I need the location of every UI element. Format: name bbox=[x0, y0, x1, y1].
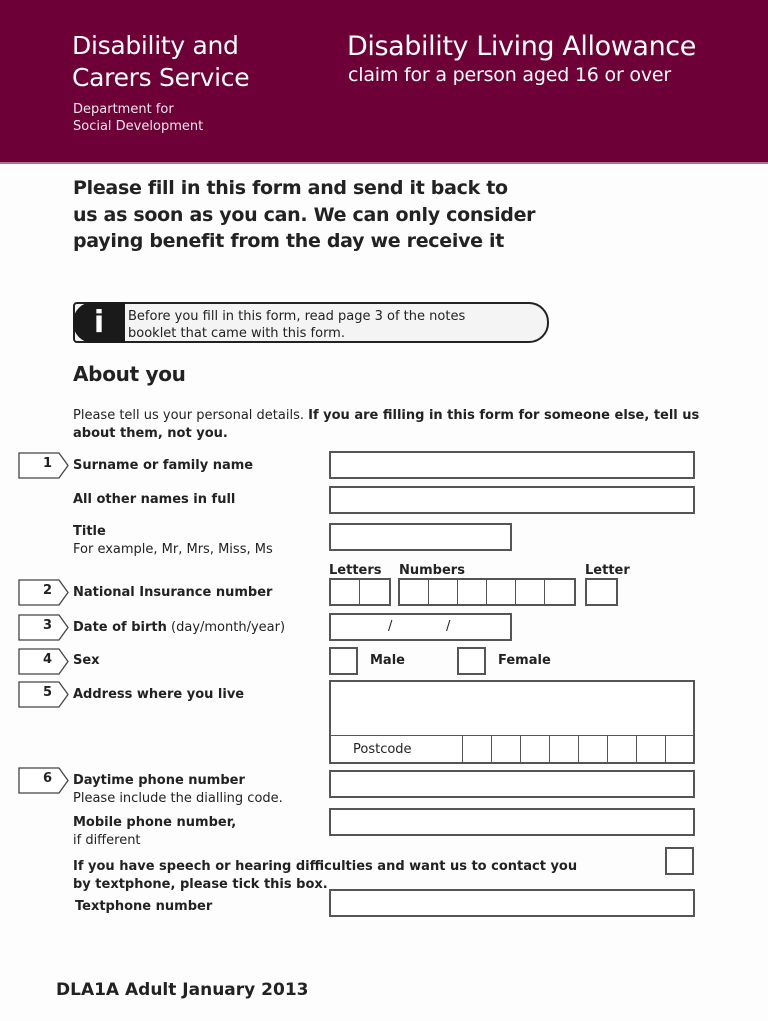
surname-label-text: Surname or family name bbox=[73, 458, 254, 473]
ni-numbers-header: Numbers bbox=[399, 563, 465, 578]
org-name-line1: Disability and bbox=[72, 31, 239, 60]
form-title: Disability Living Allowance bbox=[347, 31, 696, 62]
header-banner bbox=[0, 0, 768, 164]
other-names-label bbox=[73, 491, 235, 509]
question-number-4 bbox=[18, 648, 68, 675]
intro-instructions bbox=[73, 175, 573, 255]
ni-cell[interactable] bbox=[400, 580, 429, 604]
ni-letter-input[interactable] bbox=[585, 578, 618, 606]
postcode-cell[interactable] bbox=[607, 735, 636, 762]
intro-line3: paying benefit from the day we receive it bbox=[73, 230, 505, 252]
date-separator: / bbox=[388, 619, 393, 634]
ni-label-text: National Insurance number bbox=[73, 585, 273, 600]
postcode-cell[interactable] bbox=[491, 735, 520, 762]
surname-field[interactable] bbox=[329, 451, 695, 479]
textphone-checkbox[interactable] bbox=[665, 847, 694, 875]
textphone-question-line1: If you have speech or hearing difficulties and want us to contact you bbox=[73, 859, 578, 874]
mobile-phone-hint: if different bbox=[73, 833, 141, 848]
dob-label-text: Date of birth bbox=[73, 620, 167, 635]
question-number-5 bbox=[18, 681, 68, 708]
ni-cell[interactable] bbox=[360, 580, 389, 604]
female-checkbox[interactable] bbox=[457, 647, 486, 675]
mobile-phone-label-text: Mobile phone number, bbox=[73, 815, 237, 830]
male-checkbox[interactable] bbox=[329, 647, 358, 675]
date-separator: / bbox=[446, 619, 451, 634]
ni-cell[interactable] bbox=[331, 580, 360, 604]
address-label bbox=[73, 686, 244, 704]
question-number-3 bbox=[18, 614, 68, 641]
question-number-6 bbox=[18, 767, 68, 794]
question-number-2 bbox=[18, 579, 68, 606]
ni-cell[interactable] bbox=[545, 580, 574, 604]
ni-letters-header: Letters bbox=[329, 563, 382, 578]
textphone-question-line2: by textphone, please tick this box. bbox=[73, 877, 328, 892]
department-name bbox=[73, 101, 203, 135]
postcode-input[interactable] bbox=[462, 735, 694, 762]
info-notice bbox=[73, 302, 549, 343]
ni-cell[interactable] bbox=[587, 580, 616, 604]
daytime-phone-hint: Please include the dialling code. bbox=[73, 791, 283, 806]
info-line2: booklet that came with this form. bbox=[128, 326, 345, 341]
org-name bbox=[72, 30, 249, 94]
section-desc-normal: Please tell us your personal details. bbox=[73, 408, 309, 423]
title-label-text: Title bbox=[73, 524, 106, 539]
sex-label-text: Sex bbox=[73, 653, 100, 668]
postcode-cell[interactable] bbox=[462, 735, 491, 762]
ni-letters-input[interactable] bbox=[329, 578, 391, 606]
ni-cell[interactable] bbox=[458, 580, 487, 604]
male-label: Male bbox=[370, 653, 405, 668]
dob-label bbox=[73, 619, 285, 637]
daytime-phone-label-text: Daytime phone number bbox=[73, 773, 245, 788]
postcode-label: Postcode bbox=[353, 742, 412, 757]
question-number-text: 4 bbox=[42, 652, 52, 667]
intro-line2: us as soon as you can. We can only consider bbox=[73, 203, 536, 226]
mobile-phone-label bbox=[73, 814, 236, 850]
question-number-1 bbox=[18, 452, 68, 479]
ni-label bbox=[73, 584, 272, 602]
section-description bbox=[73, 407, 713, 443]
date-of-birth-field[interactable] bbox=[329, 613, 512, 641]
sex-label bbox=[73, 652, 100, 670]
dept-line2: Social Development bbox=[73, 119, 204, 134]
other-names-field[interactable] bbox=[329, 486, 695, 514]
mobile-phone-field[interactable] bbox=[329, 808, 695, 836]
form-code: DLA1A Adult January 2013 bbox=[56, 980, 309, 1000]
textphone-number-field[interactable] bbox=[329, 889, 695, 917]
surname-label bbox=[73, 457, 253, 475]
info-line1: Before you fill in this form, read page 3 of the notes bbox=[128, 309, 466, 324]
ni-cell[interactable] bbox=[516, 580, 545, 604]
dob-hint: (day/month/year) bbox=[171, 620, 286, 635]
ni-numbers-input[interactable] bbox=[398, 578, 576, 606]
postcode-cell[interactable] bbox=[520, 735, 549, 762]
postcode-cell[interactable] bbox=[665, 735, 694, 762]
ni-cell[interactable] bbox=[429, 580, 458, 604]
question-number-text: 1 bbox=[42, 456, 52, 471]
postcode-cell[interactable] bbox=[578, 735, 607, 762]
female-label: Female bbox=[498, 653, 551, 668]
title-field[interactable] bbox=[329, 523, 512, 551]
other-names-label-text: All other names in full bbox=[73, 492, 236, 507]
daytime-phone-label bbox=[73, 772, 283, 808]
ni-cell[interactable] bbox=[487, 580, 516, 604]
postcode-cell[interactable] bbox=[549, 735, 578, 762]
section-title: About you bbox=[73, 362, 186, 386]
intro-line1: Please fill in this form and send it back to bbox=[73, 177, 508, 199]
section-desc-bold: If you are filling in this form for someone else, tell us about them, not you. bbox=[73, 408, 700, 441]
question-number-text: 3 bbox=[42, 618, 52, 633]
address-line-2[interactable] bbox=[329, 708, 695, 736]
form-subtitle: claim for a person aged 16 or over bbox=[348, 64, 671, 86]
info-text bbox=[128, 308, 465, 342]
question-number-text: 5 bbox=[42, 685, 52, 700]
address-line-1[interactable] bbox=[329, 680, 695, 709]
daytime-phone-field[interactable] bbox=[329, 770, 695, 798]
textphone-number-label bbox=[75, 898, 212, 916]
dept-line1: Department for bbox=[73, 102, 174, 117]
org-name-line2: Carers Service bbox=[72, 63, 250, 92]
address-label-text: Address where you live bbox=[73, 687, 245, 702]
title-label bbox=[73, 523, 273, 559]
info-icon: i bbox=[73, 302, 125, 343]
title-hint: For example, Mr, Mrs, Miss, Ms bbox=[73, 542, 273, 557]
textphone-number-label-text: Textphone number bbox=[75, 899, 213, 914]
ni-letter-header: Letter bbox=[585, 563, 630, 578]
question-number-text: 6 bbox=[42, 771, 52, 786]
address-block bbox=[329, 680, 695, 764]
question-number-text: 2 bbox=[42, 583, 52, 598]
postcode-cell[interactable] bbox=[636, 735, 665, 762]
